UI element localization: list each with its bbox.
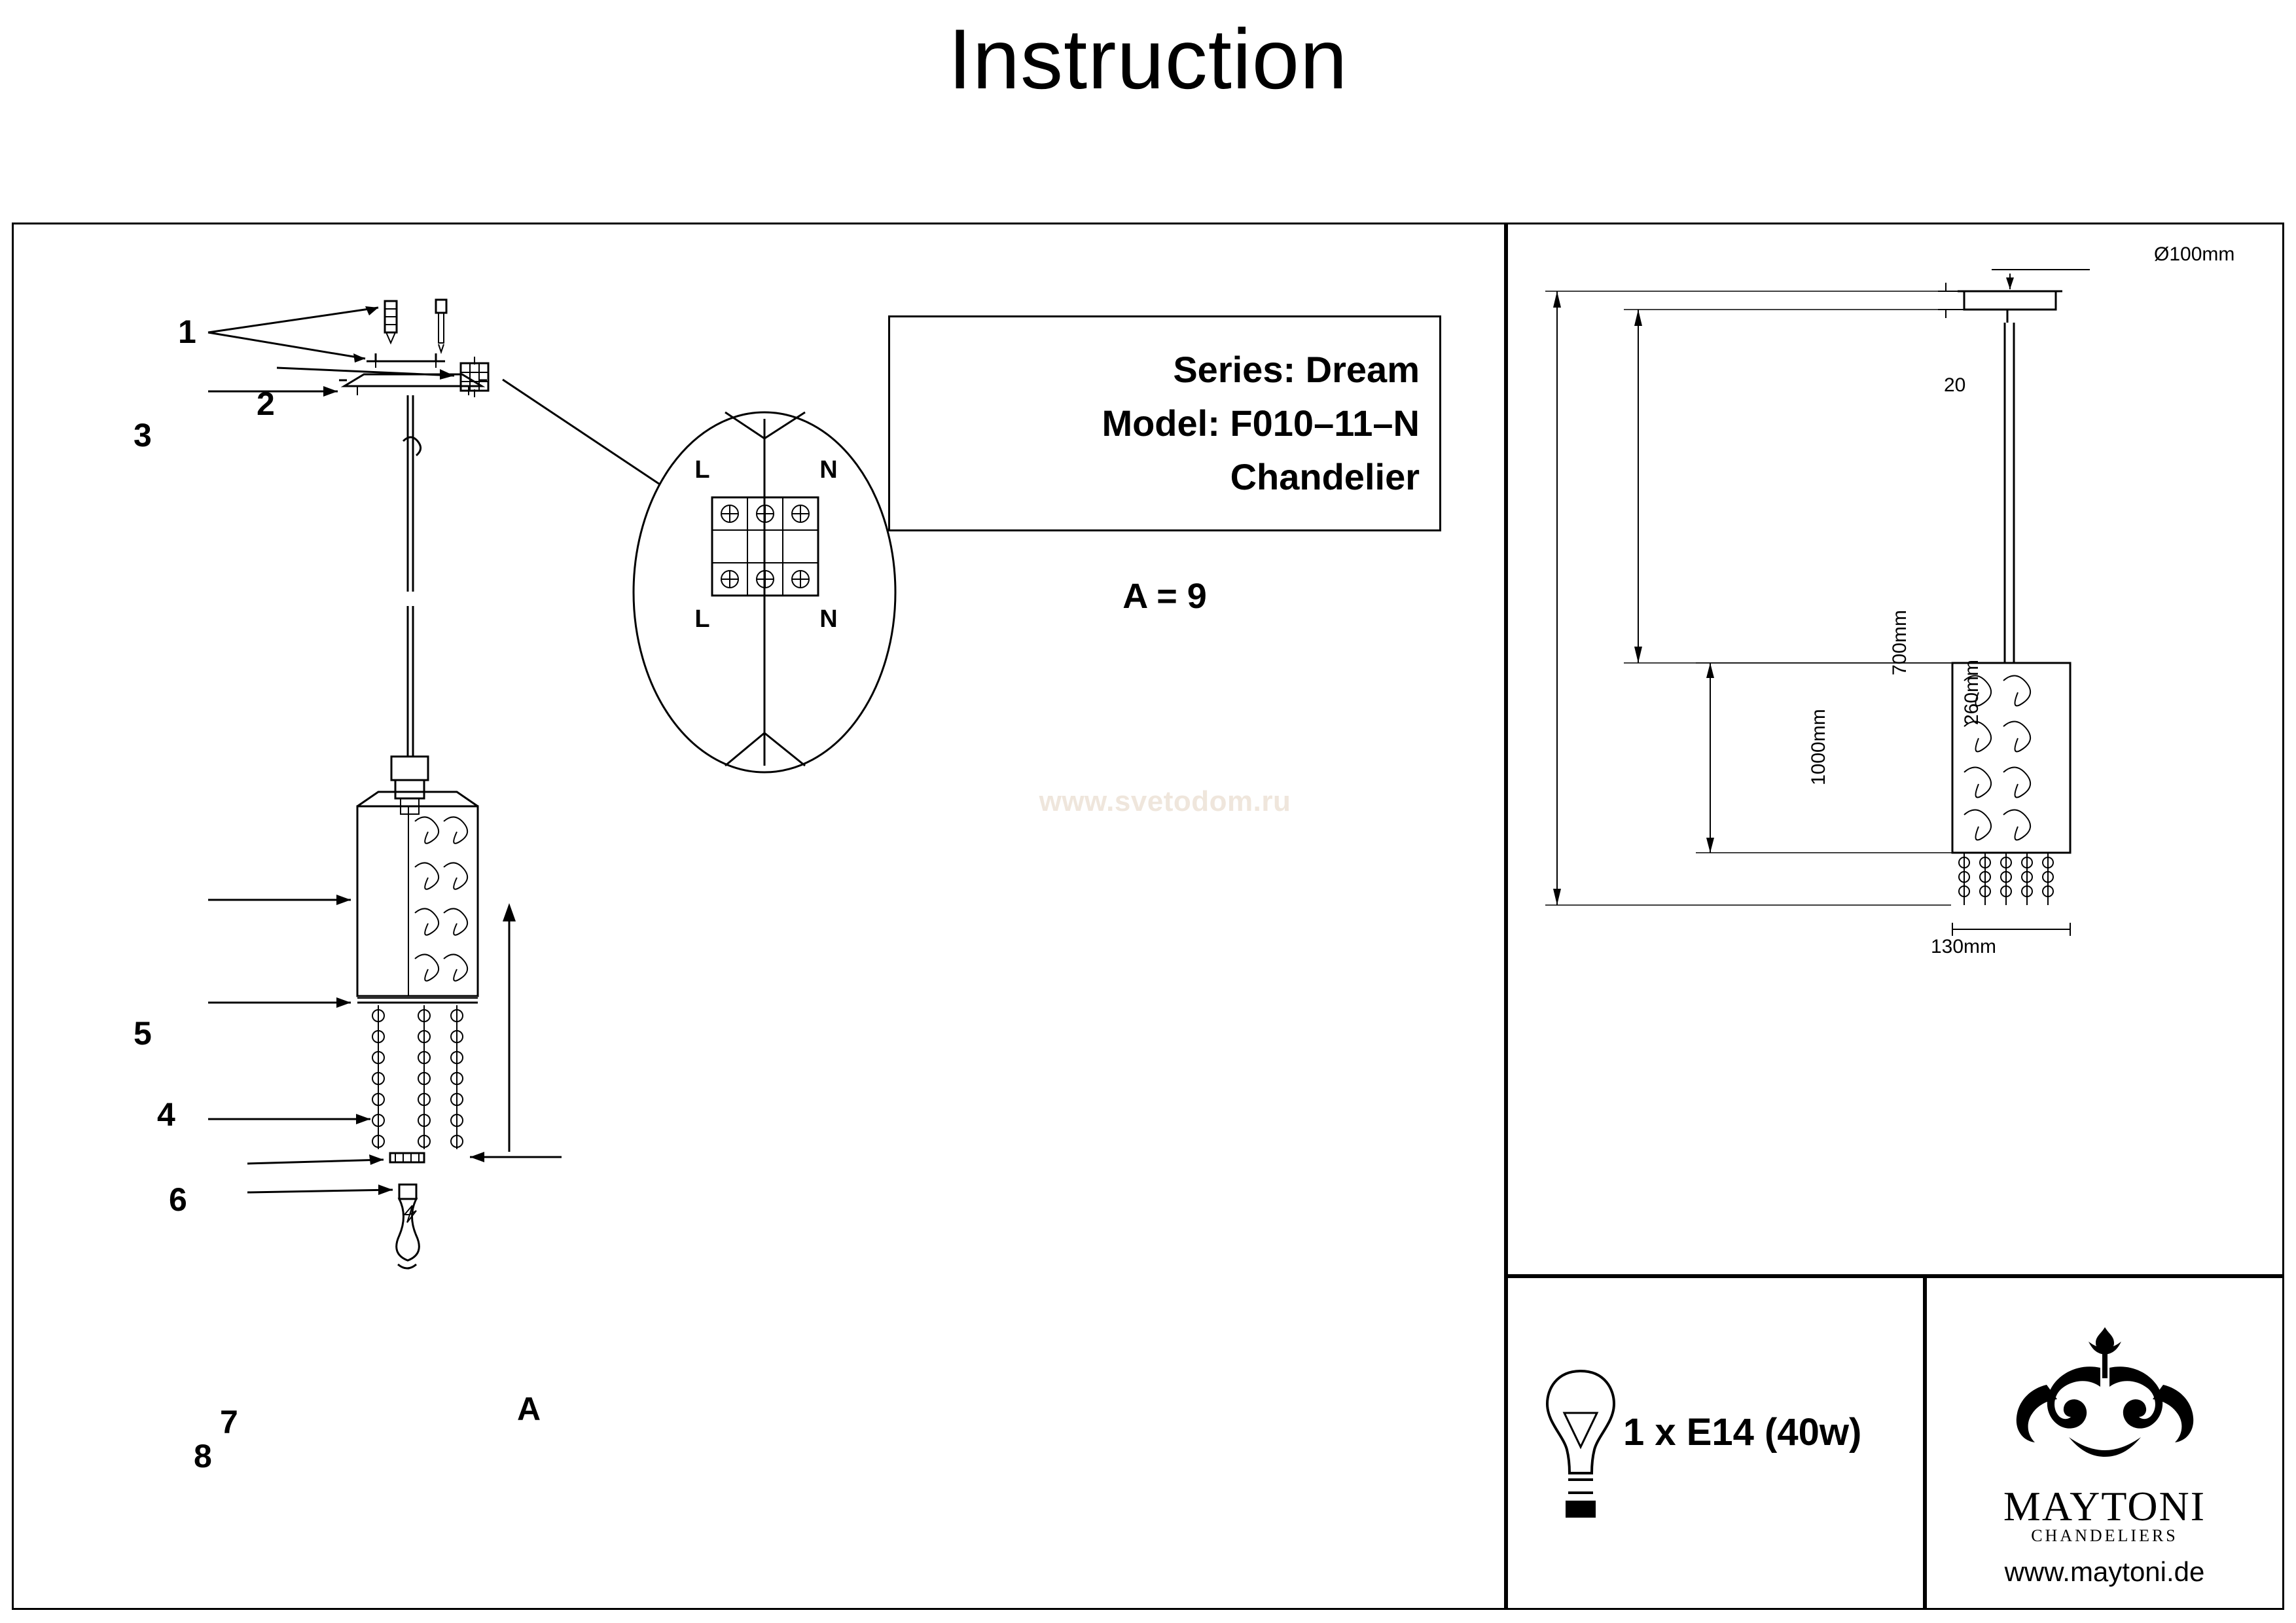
terminal-label-L-top: L [694, 456, 710, 484]
assembly-drawing [12, 223, 1506, 1610]
callout-6: 6 [169, 1181, 187, 1218]
dimension-drawing [1506, 223, 2284, 1276]
a-value-label: A = 9 [1122, 577, 1207, 616]
dim-drop: 700mm [1889, 609, 1910, 675]
wiring-detail-callout [503, 380, 895, 772]
dim-shade-w: 130mm [1931, 936, 1997, 957]
callout-2: 2 [257, 385, 275, 422]
callout-8: 8 [194, 1438, 212, 1474]
bulb-part [397, 1185, 420, 1268]
model-label: Model: F010–11–N [1102, 402, 1420, 444]
series-label: Series: Dream [1173, 349, 1420, 390]
dim-diameter: Ø100mm [2154, 243, 2235, 265]
page-title: Instruction [948, 11, 1348, 107]
terminal-label-N-bottom: N [819, 605, 838, 633]
ornament-logo [1990, 1322, 2219, 1472]
brand-subtitle: CHANDELIERS [2031, 1526, 2178, 1545]
dim-canopy: 20 [1944, 374, 1966, 396]
callout-4: 4 [157, 1096, 175, 1133]
callout-1: 1 [178, 313, 196, 350]
dim-shade-h: 260mm [1961, 659, 1982, 725]
brand-url: www.maytoni.de [2004, 1556, 2205, 1587]
callout-3: 3 [134, 417, 152, 454]
crystal-rail [357, 998, 478, 1003]
crystal-strands [372, 1005, 463, 1149]
shade [357, 792, 478, 996]
callout-5: 5 [134, 1015, 152, 1052]
callout-A: A [517, 1391, 541, 1427]
watermark-text: www.svetodom.ru [1039, 785, 1291, 817]
product-type-label: Chandelier [1230, 456, 1420, 497]
terminal-label-N-top: N [819, 456, 838, 484]
bulb-icon [1545, 1364, 1617, 1554]
terminal-label-L-bottom: L [694, 605, 710, 633]
lamp-spec-label: 1 x E14 (40w) [1623, 1411, 1862, 1454]
callout-7: 7 [220, 1404, 238, 1440]
brand-name: MAYTONI [2003, 1483, 2206, 1529]
bottom-trim [390, 1153, 424, 1162]
screw-dowel-parts [367, 300, 446, 368]
ceiling-canopy [339, 374, 487, 395]
dim-total: 1000mm [1808, 709, 1829, 785]
